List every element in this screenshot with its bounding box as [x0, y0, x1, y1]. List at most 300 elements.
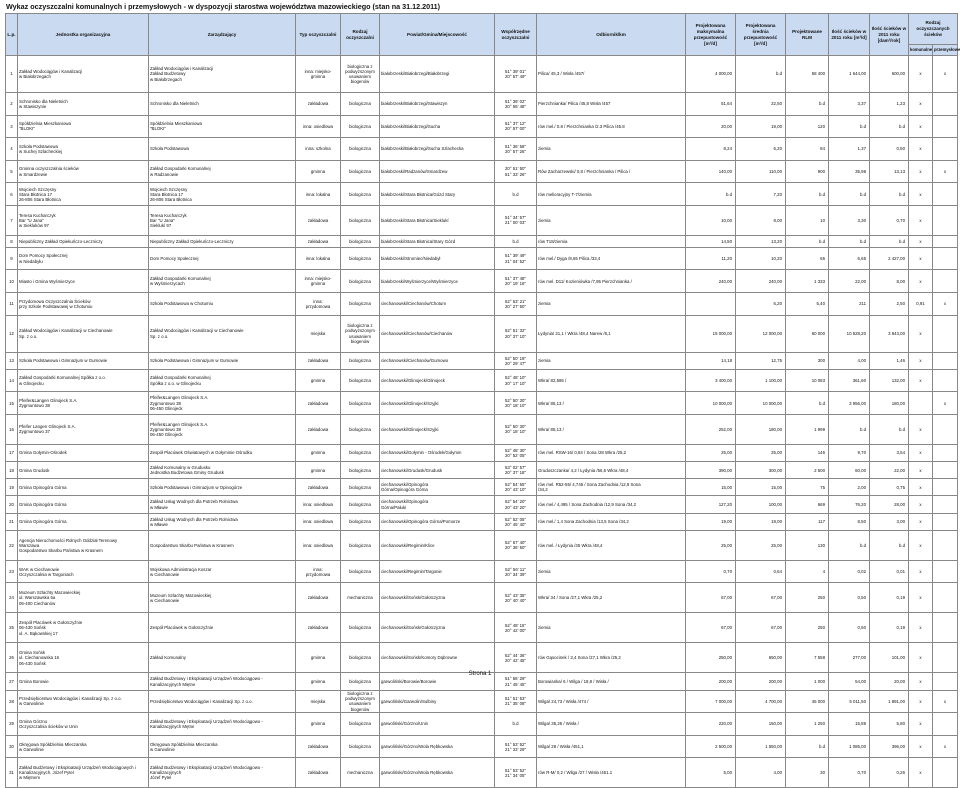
cell-treatment-kind: biologiczna [341, 235, 380, 247]
cell-avg-capacity: 12,75 [736, 352, 786, 369]
cell-unit: Szkoła Podstawowa w Suchej Szlacheckiej [18, 138, 149, 161]
cell-lp: 14 [6, 369, 18, 392]
cell-receiver: rów Gąsocinek / 3,4 Sona /27,1 Wkra /25,2 [537, 643, 686, 673]
cell-industrial: x [933, 56, 958, 93]
document-title: Wykaz oczyszczalni komunalnych i przemysłowych - w dyspozycji starostwa województwa mazowieckiego (stan na 31.12.2011) [6, 2, 441, 11]
cell-industrial: x [933, 392, 958, 415]
cell-industrial [933, 247, 958, 270]
cell-coordinates: 51° 37' 12" 20° 57' 00" [495, 115, 537, 138]
cell-location: garwoliński/Górzno/Wola Rębkowska [380, 758, 495, 788]
cell-treatment-kind: biologiczna z podwyższonym usuwaniem biogenów [341, 56, 380, 93]
cell-plant-type: gminna [296, 444, 341, 461]
cell-coordinates: 51° 39' 02" 20° 55' 48" [495, 93, 537, 116]
table-row [6, 392, 958, 415]
cell-municipal: x [909, 673, 933, 690]
cell-municipal: x [909, 462, 933, 479]
cell-industrial [933, 205, 958, 235]
cell-flow-yearly: b.d [870, 115, 909, 138]
cell-treatment-kind: biologiczna [341, 643, 380, 673]
cell-unit: Muzeum Szlachty Mazowieckiej ul. Warszawska 6a 06-400 Ciechanów [18, 583, 149, 613]
cell-municipal: x [909, 414, 933, 444]
cell-rlm: 45 000 [786, 690, 829, 713]
cell-max-capacity: 5,00 [686, 758, 736, 788]
cell-treatment-kind: biologiczna [341, 369, 380, 392]
cell-rlm: 250 [786, 583, 829, 613]
cell-unit: Przedsiębiorstwo Wodociągów i Kanalizacji Sp. z o.o. w Garwolinie [18, 690, 149, 713]
header-cell: L.p. [6, 14, 18, 56]
cell-receiver: Wkra/ 34 / Sona /27,1 Wkra /25,2 [537, 583, 686, 613]
cell-rlm: 84 [786, 138, 829, 161]
cell-avg-capacity: 10 000,00 [736, 392, 786, 415]
cell-coordinates: 51° 51' 53" 21° 35' 08" [495, 690, 537, 713]
cell-municipal: x [909, 235, 933, 247]
cell-lp: 30 [6, 735, 18, 758]
cell-coordinates: b.d [495, 183, 537, 206]
cell-flow-yearly: 0,26 [870, 758, 909, 788]
cell-receiver: Wkra/ 85,13 / [537, 392, 686, 415]
cell-manager: Zakład Wodociągów i Kanalizacji w Ciechanowie Sp. z o.o. [149, 315, 296, 352]
table-row [6, 235, 958, 247]
cell-flow-yearly: 3,54 [870, 444, 909, 461]
cell-treatment-kind: biologiczna [341, 560, 380, 583]
cell-unit: Gmina Sońsk ul. Ciechanowska 16 06-430 Sońsk [18, 643, 149, 673]
cell-manager: Szkoła Podstawowa i Gimnazjum w Gumowie [149, 352, 296, 369]
cell-flow-yearly: 0,75 [870, 479, 909, 496]
cell-treatment-kind: biologiczna [341, 479, 380, 496]
cell-lp: 17 [6, 444, 18, 461]
table-row [6, 530, 958, 560]
table-row [6, 138, 958, 161]
cell-location: białobrzeski/Białobrzegi/Białobrzegi [380, 56, 495, 93]
cell-flow-daily: 1 085,00 [829, 735, 870, 758]
cell-max-capacity: 14,18 [686, 352, 736, 369]
cell-flow-daily: 3,37 [829, 93, 870, 116]
cell-coordinates: 51° 56' 29" 21° 45' 45" [495, 673, 537, 690]
cell-municipal: x [909, 735, 933, 758]
table-row [6, 369, 958, 392]
cell-flow-daily: 4,00 [829, 352, 870, 369]
cell-receiver: ziemia [537, 205, 686, 235]
cell-municipal: x [909, 247, 933, 270]
cell-treatment-kind: biologiczna [341, 673, 380, 690]
cell-flow-yearly: 0,70 [870, 205, 909, 235]
cell-rlm: 120 [786, 115, 829, 138]
cell-plant-type: zakładowa [296, 392, 341, 415]
cell-flow-yearly: 132,00 [870, 369, 909, 392]
cell-max-capacity: 220,00 [686, 713, 736, 736]
cell-treatment-kind: biologiczna [341, 183, 380, 206]
cell-plant-type: inna: osiedlowa [296, 496, 341, 513]
table-row [6, 735, 958, 758]
cell-plant-type: inna: osiedlowa [296, 530, 341, 560]
cell-unit: Gmina Opinogóra Górna [18, 513, 149, 530]
cell-avg-capacity: 240,00 [736, 270, 786, 293]
cell-industrial [933, 560, 958, 583]
cell-coordinates: 52° 48' 15" 20° 42' 00" [495, 613, 537, 643]
cell-manager: Zakład Gospodarki Komunalnej w Radzanowie [149, 160, 296, 183]
cell-lp: 5 [6, 160, 18, 183]
cell-municipal: x [909, 713, 933, 736]
cell-unit: Agencja Nieruchomości Rolnych Oddział Terenowy Warszawa Gospodarstwo Skarbu Państwa w Krasnem [18, 530, 149, 560]
cell-avg-capacity: 200,00 [736, 673, 786, 690]
header-cell: Współrzędne oczyszczalni [495, 14, 537, 56]
cell-avg-capacity: 4 700,00 [736, 690, 786, 713]
cell-unit: Schronisko dla Nieletnich w Stawiszynie [18, 93, 149, 116]
cell-max-capacity: 14,50 [686, 235, 736, 247]
cell-unit: Gmina Górzno Oczyszczalnia ścieków w Unin [18, 713, 149, 736]
cell-unit: Niepubliczny Zakład Opiekuńczo-Leczniczy [18, 235, 149, 247]
cell-lp: 29 [6, 713, 18, 736]
cell-manager: Schronisko dla Nieletnich [149, 93, 296, 116]
table-header [6, 14, 958, 56]
cell-manager: Muzeum Szlachty Mazowieckiej w Ciechanowie [149, 583, 296, 613]
cell-location: ciechanowski/Glinojeck/Szyjki [380, 414, 495, 444]
cell-treatment-kind: biologiczna [341, 530, 380, 560]
cell-industrial [933, 758, 958, 788]
cell-unit: Okręgowa Spółdzielnia Mleczarska w Garwolinie [18, 735, 149, 758]
cell-rlm: 669 [786, 496, 829, 513]
cell-municipal: x [909, 479, 933, 496]
cell-industrial: x [933, 735, 958, 758]
cell-receiver: Wilga/ 24,73 / Wisła /474 / [537, 690, 686, 713]
cell-unit: Pfeifer Langen Glinojeck S.A. Zygmuntowo 37 [18, 414, 149, 444]
cell-coordinates: 51° 53' 52" 21° 34' 05" [495, 758, 537, 788]
cell-receiver: Pilica/ 45,3 / Wisła /457/ [537, 56, 686, 93]
cell-lp: 31 [6, 758, 18, 788]
cell-plant-type: inna: lokalna [296, 183, 341, 206]
cell-flow-yearly: 28,00 [870, 496, 909, 513]
cell-unit: Spółdzielnia Mieszkaniowa "BLOKI" [18, 115, 149, 138]
cell-flow-daily: 0,02 [829, 560, 870, 583]
cell-plant-type: inna: lokalna [296, 247, 341, 270]
cell-rlm: 10 083 [786, 369, 829, 392]
table-body [6, 56, 958, 788]
cell-plant-type: zakładowa [296, 414, 341, 444]
cell-location: białobrzeski/Stara Błotnica/Gózd Stary [380, 183, 495, 206]
cell-treatment-kind: biologiczna [341, 270, 380, 293]
table-row [6, 247, 958, 270]
cell-receiver: Gruduszczanka/ 4,2 / Łydynia /56,5 Wkra /48,4 [537, 462, 686, 479]
cell-rlm: 5,40 [786, 292, 829, 315]
table-row [6, 613, 958, 643]
cell-municipal: x [909, 690, 933, 713]
cell-manager: Zakład Usług Wodnych dla Potrzeb Rolnictwa w Mławie [149, 496, 296, 513]
table-row [6, 115, 958, 138]
cell-location: białobrzeski/Białobrzegi/Sucha [380, 115, 495, 138]
cell-manager: Pfeifer&Langen Glinojeck S.A. Zygmuntowo 38 06-450 Glinojeck [149, 392, 296, 415]
cell-avg-capacity: 67,00 [736, 583, 786, 613]
cell-municipal: x [909, 583, 933, 613]
cell-location: białobrzeski/Stara Błotnica/Sieklukí [380, 205, 495, 235]
cell-rlm: 1 333 [786, 270, 829, 293]
cell-coordinates: b.d [495, 235, 537, 247]
header-cell: Ilość ścieków w 2011 roku [dam³/rok] [870, 14, 909, 56]
cell-rlm: b.d [786, 392, 829, 415]
cell-max-capacity: 15,00 [686, 479, 736, 496]
cell-plant-type: zakładowa [296, 205, 341, 235]
cell-industrial: x [933, 690, 958, 713]
cell-flow-daily: 8,50 [829, 513, 870, 530]
cell-receiver: rów R-M/ 0,2 / Wilga /27 / Wisła /451.1 [537, 758, 686, 788]
cell-unit: Gmina Opinogóra Górna [18, 496, 149, 513]
cell-manager: Okręgowa Spółdzielnia Mleczarska w Garwolinie [149, 735, 296, 758]
cell-lp: 27 [6, 673, 18, 690]
cell-flow-daily: 2,00 [829, 479, 870, 496]
cell-manager: Spółdzielnia Mieszkaniowa "BLOKI" [149, 115, 296, 138]
cell-municipal: x [909, 496, 933, 513]
cell-treatment-kind: biologiczna [341, 713, 380, 736]
cell-lp: 22 [6, 530, 18, 560]
cell-rlm: b.d [786, 93, 829, 116]
cell-municipal [909, 392, 933, 415]
cell-coordinates: 52° 52' 05" 20° 45' 40" [495, 513, 537, 530]
table-row [6, 352, 958, 369]
cell-coordinates: 52° 50' 30" 20° 18' 10" [495, 414, 537, 444]
cell-treatment-kind: biologiczna [341, 444, 380, 461]
cell-coordinates: 51° 34' 57" 21° 00' 03" [495, 205, 537, 235]
table-row [6, 93, 958, 116]
cell-manager: Dom Pomocy Społecznej [149, 247, 296, 270]
cell-lp: 7 [6, 205, 18, 235]
cell-municipal: x [909, 530, 933, 560]
cell-unit: Gmina Opinogóra Górna [18, 479, 149, 496]
cell-industrial [933, 270, 958, 293]
cell-flow-yearly: 101,00 [870, 643, 909, 673]
cell-flow-daily: b.d [829, 530, 870, 560]
cell-industrial [933, 235, 958, 247]
cell-rlm: 146 [786, 444, 829, 461]
table-row [6, 292, 958, 315]
cell-max-capacity: 4 000,00 [686, 56, 736, 93]
cell-flow-daily: 0,50 [829, 583, 870, 613]
cell-receiver: ziemia [537, 560, 686, 583]
cell-plant-type: inna: osiedlowa [296, 513, 341, 530]
cell-max-capacity: 67,00 [686, 613, 736, 643]
cell-receiver: Wkra/ 85,13 / [537, 414, 686, 444]
cell-max-capacity: 19,00 [686, 513, 736, 530]
table-row [6, 160, 958, 183]
cell-location: garwoliński/Górzno/Unin [380, 713, 495, 736]
cell-rlm: 1 000 [786, 673, 829, 690]
cell-plant-type: zakładowa [296, 479, 341, 496]
cell-treatment-kind: biologiczna [341, 414, 380, 444]
cell-max-capacity: 67,00 [686, 583, 736, 613]
cell-lp: 25 [6, 613, 18, 643]
cell-avg-capacity: 1 100,00 [736, 369, 786, 392]
page-footer: Strona 1 [468, 671, 492, 677]
cell-unit: Teresa Kucharczyk Bar "U Jana" w Siekluków 97 [18, 205, 149, 235]
cell-treatment-kind: biologiczna [341, 160, 380, 183]
cell-rlm: 60 000 [786, 315, 829, 352]
cell-treatment-kind: mechaniczna [341, 583, 380, 613]
cell-treatment-kind: biologiczna [341, 392, 380, 415]
cell-treatment-kind: biologiczna [341, 205, 380, 235]
cell-flow-yearly: 8,00 [870, 270, 909, 293]
cell-flow-yearly: 0,01 [870, 560, 909, 583]
table-row [6, 513, 958, 530]
table-row [6, 205, 958, 235]
cell-location: ciechanowski/Opinogóra Górna/Opinogóra Górna [380, 479, 495, 496]
table-row [6, 690, 958, 713]
cell-municipal: x [909, 352, 933, 369]
cell-flow-daily: b.d [829, 183, 870, 206]
cell-flow-daily: 1,37 [829, 138, 870, 161]
cell-municipal: 0,91 [909, 292, 933, 315]
cell-flow-daily: 60,00 [829, 462, 870, 479]
cell-flow-yearly: 5,80 [870, 713, 909, 736]
cell-manager: Zakład Budżetowy i Eksploatacji Urządzeń Wodociągowo - Kanalizacyjnych Miętne [149, 673, 296, 690]
cell-manager: Pfeifer&Langen Glinojeck S.A. Zygmuntowo 38 06-450 Glinojeck [149, 414, 296, 444]
cell-flow-daily: 54,00 [829, 673, 870, 690]
cell-coordinates: 51° 36' 58" 20° 57' 26" [495, 138, 537, 161]
cell-unit: Przydomowa Oczyszczalnia Ścieków przy Szkole Podstawowej w Chotumiu [18, 292, 149, 315]
cell-coordinates: 53° 02' 57" 20° 37' 18" [495, 462, 537, 479]
cell-location: białobrzeski/Wyśmierzyce/Wyśmierzyce [380, 270, 495, 293]
header-cell: Projektowane RLM [786, 14, 829, 56]
cell-flow-daily: 3 956,00 [829, 392, 870, 415]
cell-lp: 28 [6, 690, 18, 713]
table-row [6, 560, 958, 583]
cell-location: ciechanowski/Regimin/Targonie [380, 560, 495, 583]
cell-receiver: Wilga/ 35,25 / Wisła / [537, 713, 686, 736]
cell-receiver: ziemia [537, 613, 686, 643]
cell-coordinates: 51° 53' 52" 21° 33' 29" [495, 735, 537, 758]
cell-industrial [933, 444, 958, 461]
cell-location: ciechanowski/Opinogóra Górna/Pałuki [380, 496, 495, 513]
cell-receiver: Wilga/ 28 / Wisła /451,1 [537, 735, 686, 758]
cell-manager: Zakład Gospodarki Komunalnej w Wyśmierzycach [149, 270, 296, 293]
cell-flow-yearly: 20,00 [870, 673, 909, 690]
cell-manager: Teresa Kucharczyk Bar "U Jana" Sieklukí 97 [149, 205, 296, 235]
cell-location: białobrzeski/Radzanów/Smardzew [380, 160, 495, 183]
cell-unit: Zakład Budżetowy i Eksploatacji Urządzeń Wodociągowych i Kanalizacyjnych. Józef Pytel w Miętnem [18, 758, 149, 788]
cell-industrial [933, 530, 958, 560]
cell-municipal: x [909, 513, 933, 530]
cell-location: ciechanowski/Ciechanów/Chotum [380, 292, 495, 315]
cell-rlm: b.d [786, 235, 829, 247]
cell-municipal: x [909, 270, 933, 293]
cell-coordinates: 52° 54' 55" 20° 43' 10" [495, 479, 537, 496]
cell-flow-yearly: 1,46 [870, 352, 909, 369]
header-cell: Rodzaj oczyszczalni [341, 14, 380, 56]
cell-lp: 4 [6, 138, 18, 161]
cell-industrial [933, 369, 958, 392]
cell-location: ciechanowski/Ciechanów/Gumowo [380, 352, 495, 369]
cell-avg-capacity: 6,20 [736, 292, 786, 315]
table-row [6, 56, 958, 93]
cell-avg-capacity: 300,00 [736, 462, 786, 479]
cell-industrial: x [933, 160, 958, 183]
table-row [6, 414, 958, 444]
cell-rlm: 300 [786, 352, 829, 369]
cell-lp: 6 [6, 183, 18, 206]
cell-avg-capacity: 1 550,00 [736, 735, 786, 758]
cell-lp: 11 [6, 292, 18, 315]
cell-flow-daily: 35,98 [829, 160, 870, 183]
cell-plant-type: inna: przydomowa [296, 560, 341, 583]
cell-flow-daily: 22,00 [829, 270, 870, 293]
table-row [6, 462, 958, 479]
cell-industrial [933, 414, 958, 444]
cell-avg-capacity: 150,00 [736, 713, 786, 736]
cell-flow-yearly: 13,13 [870, 160, 909, 183]
header-cell: Typ oczyszczalni [296, 14, 341, 56]
cell-avg-capacity: 650,00 [736, 643, 786, 673]
cell-receiver: rów melioracyjny T-7/ziemia [537, 183, 686, 206]
cell-avg-capacity: 25,00 [736, 444, 786, 461]
cell-location: białobrzeski/Stara Błotnica/Stary Gózd [380, 235, 495, 247]
cell-lp: 3 [6, 115, 18, 138]
cell-location: ciechanowski/Sońsk/Komory Dąbrowne [380, 643, 495, 673]
cell-location: garwoliński/Górzno/Wola Rębkowska [380, 735, 495, 758]
cell-avg-capacity: 110,00 [736, 160, 786, 183]
cell-plant-type: zakładowa [296, 758, 341, 788]
cell-treatment-kind: biologiczna [341, 496, 380, 513]
cell-avg-capacity: 180,00 [736, 414, 786, 444]
cell-unit: Dom Pomocy Społecznej w Niedabyłu [18, 247, 149, 270]
cell-unit: Zakład Wodociągów i Kanalizacji w Białobrzegach [18, 56, 149, 93]
cell-avg-capacity: b.d [736, 56, 786, 93]
cell-industrial [933, 115, 958, 138]
cell-treatment-kind: biologiczna [341, 247, 380, 270]
cell-plant-type: zakładowa [296, 235, 341, 247]
cell-receiver: rów mel. RSW-16/ 0,84 / Sona /28 Wkra /25,2 [537, 444, 686, 461]
cell-municipal: x [909, 56, 933, 93]
cell-municipal: x [909, 613, 933, 643]
cell-rlm: 10 [786, 205, 829, 235]
cell-unit: Miasto i Gmina Wyśmierzyce [18, 270, 149, 293]
cell-location: białobrzeski/Białobrzegi/Sucha Szlachecka [380, 138, 495, 161]
cell-plant-type: miejska [296, 690, 341, 713]
cell-plant-type: zakładowa [296, 735, 341, 758]
cell-industrial [933, 613, 958, 643]
cell-flow-daily: 15,89 [829, 713, 870, 736]
table-row [6, 643, 958, 673]
cell-max-capacity: 25,00 [686, 530, 736, 560]
cell-industrial [933, 643, 958, 673]
cell-treatment-kind: biologiczna z podwyższonym usuwaniem biogenów [341, 690, 380, 713]
cell-rlm: 117 [786, 513, 829, 530]
cell-municipal: x [909, 560, 933, 583]
cell-manager: Wojskowa Administracja Koszar w Ciechanowie [149, 560, 296, 583]
cell-plant-type: gminna [296, 369, 341, 392]
cell-receiver: rów mel./ 4,495 / Sona Zachodnia /12,9 Sona /34,2 [537, 496, 686, 513]
table-row [6, 270, 958, 293]
cell-flow-daily: 3,30 [829, 205, 870, 235]
cell-industrial [933, 583, 958, 613]
table-row [6, 315, 958, 352]
cell-municipal: x [909, 183, 933, 206]
cell-industrial: x [933, 292, 958, 315]
cell-municipal: x [909, 643, 933, 673]
cell-industrial [933, 496, 958, 513]
cell-plant-type: inna: szkolna [296, 138, 341, 161]
cell-municipal: x [909, 369, 933, 392]
cell-avg-capacity: 19,00 [736, 115, 786, 138]
cell-plant-type: inna: przydomowa [296, 292, 341, 315]
header-cell: Jednostka organizacyjna [18, 14, 149, 56]
cell-plant-type: gminna [296, 160, 341, 183]
cell-treatment-kind: biologiczna [341, 735, 380, 758]
cell-flow-yearly: 3,00 [870, 513, 909, 530]
cell-max-capacity: 11,20 [686, 247, 736, 270]
cell-receiver: Łydynia/ 21,1 / Wkra /48,4 Narew /6,1 [537, 315, 686, 352]
cell-lp: 10 [6, 270, 18, 293]
cell-coordinates: 51° 39' 01" 20° 57' 49" [495, 56, 537, 93]
cell-avg-capacity: 19,00 [736, 513, 786, 530]
cell-rlm: 75 [786, 479, 829, 496]
cell-manager: Szkoła Podstawowa [149, 138, 296, 161]
